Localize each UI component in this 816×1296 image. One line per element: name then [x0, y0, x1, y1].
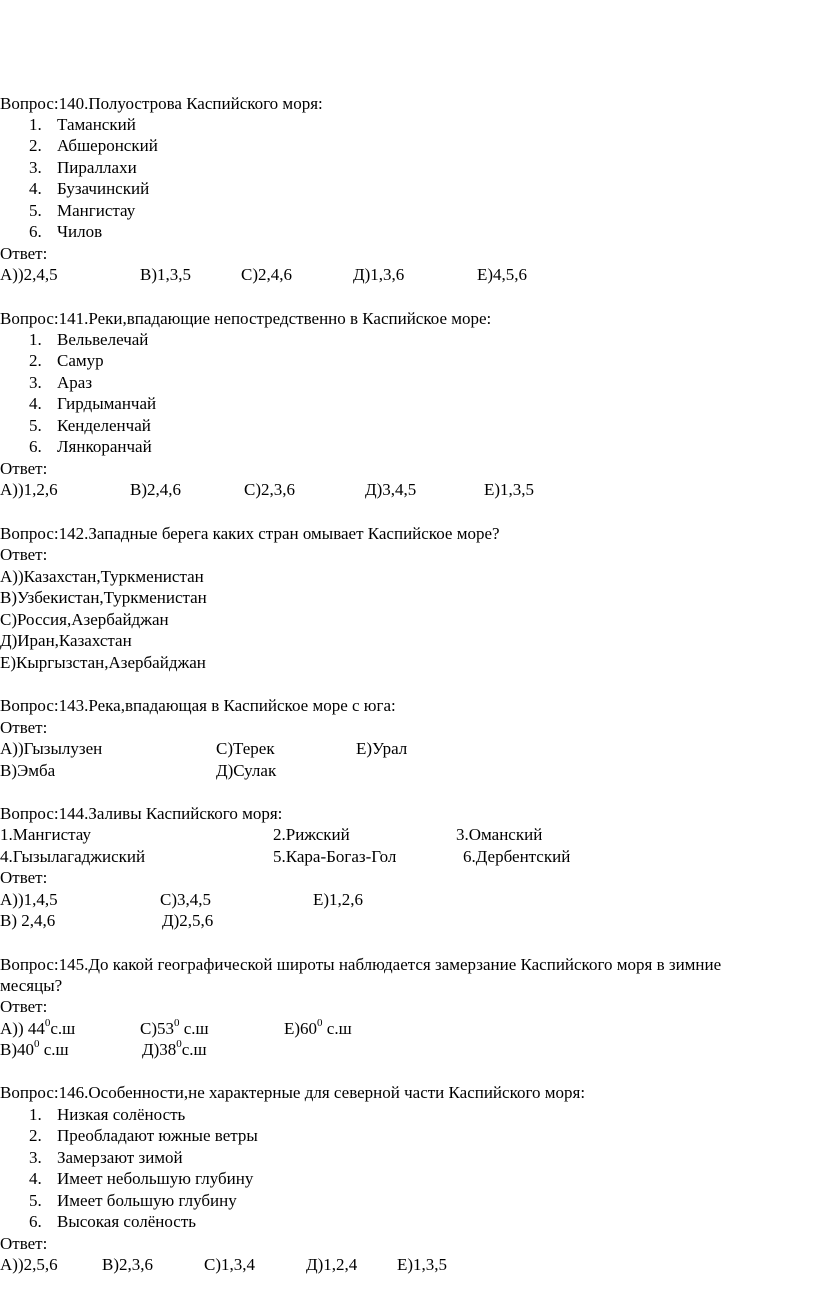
q142-option: Д)Иран,Казахстан [0, 631, 132, 650]
q146-answer-label: Ответ: [0, 1234, 48, 1253]
q140-item: Мангистау [57, 201, 136, 220]
q144-option: A))1,4,5 [0, 890, 58, 909]
q145-title: Вопрос:145.До какой географической широты наблюдается замерзание Каспийского моря в зимние [0, 955, 722, 974]
q142-title: Вопрос:142.Западные берега каких стран омывает Каспийское море? [0, 524, 500, 543]
degree-mark: 0 [317, 1017, 323, 1030]
q144-answer-label: Ответ: [0, 868, 48, 887]
q146-item: Высокая солёность [57, 1212, 197, 1231]
q144-item: 1.Мангистау [0, 825, 91, 844]
q146-title: Вопрос:146.Особенности,не характерные для северной части Каспийского моря: [0, 1083, 586, 1102]
degree-mark: 0 [34, 1038, 40, 1051]
q142-option: C)Россия,Азербайджан [0, 610, 169, 629]
q143-option: C)Терек [216, 739, 275, 758]
q141-item: Гирдыманчай [57, 394, 157, 413]
q140-item: Таманский [57, 115, 136, 134]
q140-item-num: 5. [29, 201, 42, 220]
q144-item: 5.Кара-Богаз-Гол [273, 847, 397, 866]
q146-item-num: 6. [29, 1212, 42, 1231]
q144-option: Д)2,5,6 [162, 911, 214, 930]
q141-option: E)1,3,5 [484, 480, 535, 499]
q146-option: B)2,3,6 [102, 1255, 153, 1274]
q143-answer-label: Ответ: [0, 718, 48, 737]
q140-item: Абшеронский [57, 136, 158, 155]
q144-item: 4.Гызылагаджиский [0, 847, 146, 866]
q146-item: Низкая солёность [57, 1105, 186, 1124]
q141-item-num: 6. [29, 437, 42, 456]
q146-item-num: 4. [29, 1169, 42, 1188]
degree-mark: 0 [176, 1038, 182, 1051]
q146-item: Имеет большую глубину [57, 1191, 237, 1210]
q146-option: A))2,5,6 [0, 1255, 58, 1274]
q146-option: Д)1,2,4 [306, 1255, 358, 1274]
q145-option-a: A)) $44^0с.ш$ [0, 1017, 76, 1038]
q145-option-e: $E)60^0$ с.ш [284, 1017, 352, 1038]
q140-item-num: 4. [29, 179, 42, 198]
q145-title-continued: месяцы? [0, 976, 63, 995]
q141-option: Д)3,4,5 [365, 480, 417, 499]
q144-item: 6.Дербентский [463, 847, 571, 866]
q145-option-b: $B)40^0$ с.ш [0, 1038, 69, 1059]
q140-item-num: 6. [29, 222, 42, 241]
q144-title: Вопрос:144.Заливы Каспийского моря: [0, 804, 283, 823]
q140-item: Бузачинский [57, 179, 150, 198]
q144-item: 3.Оманский [456, 825, 543, 844]
q140-item-num: 1. [29, 115, 42, 134]
q140-option: C)2,4,6 [241, 265, 292, 284]
q145-option-d: $Д)38^0с.ш$ [142, 1038, 207, 1059]
degree-mark: 0 [44, 1017, 51, 1030]
q143-option: E)Урал [356, 739, 408, 758]
q146-item: Имеет небольшую глубину [57, 1169, 254, 1188]
q146-option: E)1,3,5 [397, 1255, 448, 1274]
degree-mark: 0 [174, 1017, 180, 1030]
q146-item-num: 1. [29, 1105, 42, 1124]
q141-item-num: 5. [29, 416, 42, 435]
q141-item-num: 3. [29, 373, 42, 392]
q140-option: E)4,5,6 [477, 265, 528, 284]
q141-item-num: 4. [29, 394, 42, 413]
q141-item: Араз [57, 373, 93, 392]
q146-option: C)1,3,4 [204, 1255, 255, 1274]
q141-option: A))1,2,6 [0, 480, 58, 499]
q141-answer-label: Ответ: [0, 459, 48, 478]
q144-option: C)3,4,5 [160, 890, 211, 909]
q141-item: Самур [57, 351, 104, 370]
q145-answer-label: Ответ: [0, 997, 48, 1016]
q144-item: 2.Рижский [273, 825, 350, 844]
q145-option-c: $C)53^0$ с.ш [140, 1017, 209, 1038]
q143-option: A))Гызылузен [0, 739, 103, 758]
q140-option: Д)1,3,6 [353, 265, 405, 284]
q142-answer-label: Ответ: [0, 545, 48, 564]
q140-answer-label: Ответ: [0, 244, 48, 263]
q141-option: C)2,3,6 [244, 480, 295, 499]
q142-option: A))Казахстан,Туркменистан [0, 567, 204, 586]
q141-item: Лянкоранчай [57, 437, 152, 456]
q140-item: Пираллахи [57, 158, 137, 177]
q143-option: Д)Сулак [216, 761, 277, 780]
q140-item: Чилов [57, 222, 103, 241]
q144-option: E)1,2,6 [313, 890, 364, 909]
q142-option: B)Узбекистан,Туркменистан [0, 588, 207, 607]
q146-item: Замерзают зимой [57, 1148, 183, 1167]
q146-item: Преобладают южные ветры [57, 1126, 258, 1145]
q146-item-num: 2. [29, 1126, 42, 1145]
q142-option: E)Кыргызстан,Азербайджан [0, 653, 206, 672]
q141-option: B)2,4,6 [130, 480, 181, 499]
q146-item-num: 3. [29, 1148, 42, 1167]
q140-item-num: 2. [29, 136, 42, 155]
q146-item-num: 5. [29, 1191, 42, 1210]
q143-option: B)Эмба [0, 761, 56, 780]
q140-option: A))2,4,5 [0, 265, 58, 284]
q141-title: Вопрос:141.Реки,впадающие непостредственно в Каспийское море: [0, 309, 492, 328]
q141-item-num: 2. [29, 351, 42, 370]
q140-option: B)1,3,5 [140, 265, 191, 284]
q140-item-num: 3. [29, 158, 42, 177]
q141-item: Кенделенчай [57, 416, 151, 435]
q144-option: B) 2,4,6 [0, 911, 56, 930]
q143-title: Вопрос:143.Река,впадающая в Каспийское море с юга: [0, 696, 396, 715]
q141-item: Вельвелечай [57, 330, 149, 349]
q141-item-num: 1. [29, 330, 42, 349]
q140-title: Вопрос:140.Полуострова Каспийского моря: [0, 94, 323, 113]
